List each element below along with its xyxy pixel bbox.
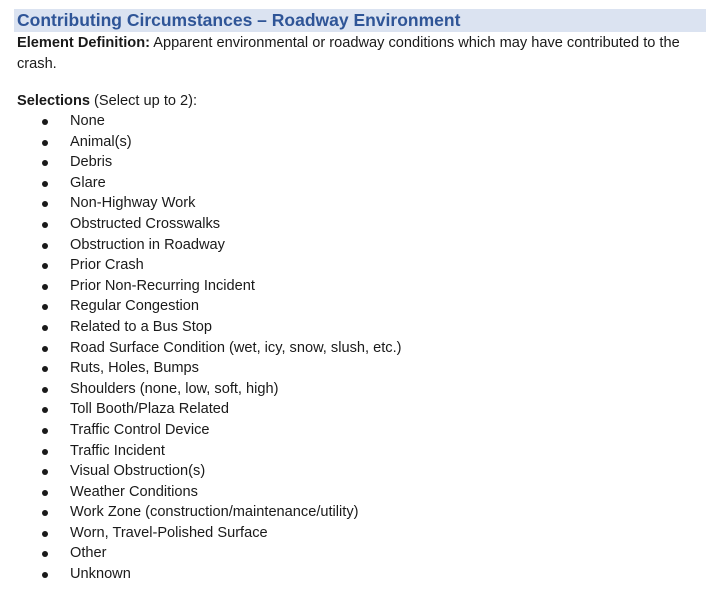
bullet-icon: [42, 346, 48, 352]
bullet-icon: [42, 201, 48, 207]
bullet-icon: [42, 119, 48, 125]
bullet-icon: [42, 243, 48, 249]
section-title: Contributing Circumstances – Roadway Environment: [17, 10, 461, 30]
bullet-icon: [42, 284, 48, 290]
option-label: Prior Non-Recurring Incident: [70, 277, 255, 294]
definition-text: Apparent environmental or roadway conditions which may have contributed to the crash.: [17, 35, 680, 72]
bullet-icon: [42, 181, 48, 187]
option-label: Debris: [70, 154, 113, 171]
option-label: Ruts, Holes, Bumps: [70, 360, 199, 377]
bullet-icon: [42, 490, 48, 496]
bullet-icon: [42, 407, 48, 413]
bullet-icon: [42, 510, 48, 516]
option-label: Animal(s): [70, 133, 132, 150]
option-label: Non-Highway Work: [70, 195, 196, 212]
section-header: [14, 9, 706, 32]
bullet-icon: [42, 304, 48, 310]
bullet-icon: [42, 428, 48, 434]
option-label: Weather Conditions: [70, 483, 198, 500]
bullet-icon: [42, 531, 48, 537]
bullet-icon: [42, 366, 48, 372]
bullet-icon: [42, 325, 48, 331]
bullet-icon: [42, 387, 48, 393]
option-label: Toll Booth/Plaza Related: [70, 401, 230, 418]
option-label: Shoulders (none, low, soft, high): [70, 380, 279, 397]
bullet-icon: [42, 222, 48, 228]
element-definition: [17, 33, 707, 74]
option-label: Unknown: [70, 566, 131, 583]
option-label: Visual Obstruction(s): [70, 463, 206, 480]
bullet-icon: [42, 551, 48, 557]
selections-heading: [17, 91, 197, 112]
option-label: Prior Crash: [70, 257, 144, 274]
option-label: Related to a Bus Stop: [70, 318, 212, 335]
option-label: Obstructed Crosswalks: [70, 215, 221, 232]
option-label: None: [70, 113, 105, 129]
option-label: Traffic Control Device: [70, 421, 210, 438]
selections-label: Selections: [17, 93, 90, 109]
option-label: Regular Congestion: [70, 298, 199, 315]
option-label: Glare: [70, 174, 106, 191]
option-label: Other: [70, 545, 107, 562]
bullet-icon: [42, 263, 48, 269]
bullet-icon: [42, 572, 48, 578]
option-label: Obstruction in Roadway: [70, 236, 225, 253]
bullet-icon: [42, 469, 48, 475]
option-label: Traffic Incident: [70, 442, 165, 459]
bullet-icon: [42, 140, 48, 146]
option-label: Work Zone (construction/maintenance/utility): [70, 504, 359, 521]
option-label: Road Surface Condition (wet, icy, snow, slush, etc.): [70, 339, 402, 356]
definition-label: Element Definition:: [17, 35, 150, 51]
option-label: Worn, Travel-Polished Surface: [70, 524, 268, 541]
bullet-icon: [42, 449, 48, 455]
bullet-icon: [42, 160, 48, 166]
selections-note: (Select up to 2):: [90, 93, 198, 109]
